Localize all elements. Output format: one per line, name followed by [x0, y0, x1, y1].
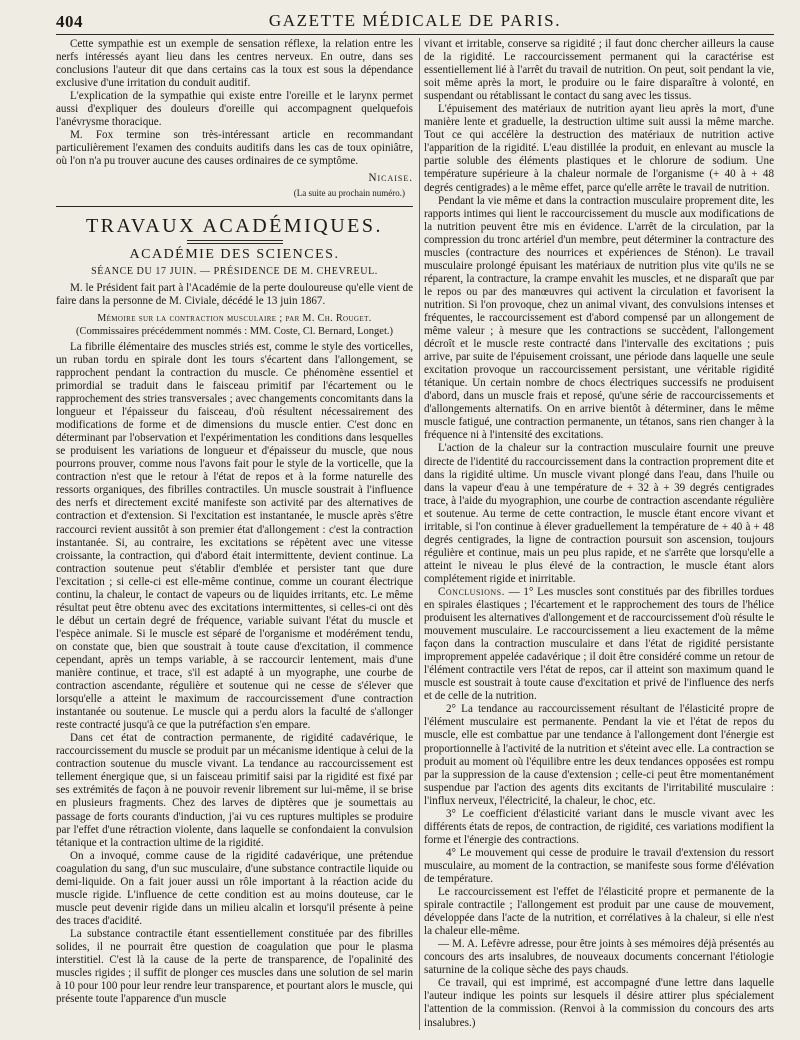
- academy-heading: ACADÉMIE DES SCIENCES.: [129, 246, 340, 262]
- commissioners-note: (Commissaires précédemment nommés : MM. Coste, Cl. Bernard, Longet.): [76, 325, 393, 337]
- article-columns: [56, 38, 774, 1030]
- left-column: [56, 38, 413, 1030]
- paragraph: Ce travail, qui est imprimé, est accompagné d'une lettre dans laquelle l'auteur indique les points sur lesquels il désire attirer plus spécialement l'attention de la commission. (Renvoi à la commission du concours des arts insalubres.): [424, 977, 774, 1029]
- conclusions-label: Conclusions.: [438, 585, 505, 598]
- paragraph: On a invoqué, comme cause de la rigidité cadavérique, une prétendue coagulation du sang, d'un suc musculaire, d'une substance contractile liquide ou demi-liquide. On a fait jouer aussi un rôle important à la réaction acide du muscle rigide. L'influence de cette condition est au moins douteuse, car le muscle peut devenir rigide dans un milieu alcalin et lorsqu'il présente à peine des traces d'acidité.: [56, 849, 413, 927]
- paragraph: Dans cet état de contraction permanente, de rigidité cadavérique, le raccourcissement du muscle se produit par un mécanisme identique à celui de la contraction soutenue du muscle vivant. La tendance au raccourcissement est tellement énergique que, si un faisceau primitif saisi par la rigidité est fixé par ses extrémités de façon à ne pouvoir revenir librement sur lui-même, il se brise en plusieurs fragments. Chez des larves de diptères que je soumettais au passage de forts courants d'induction, j'ai vu ces ruptures multiples se produire par l'effet d'une rétraction violente, dans laquelle se confondaient la convulsion tétanique et la contraction ultime de la rigidité.: [56, 732, 413, 849]
- memoir-title: Mémoire sur la contraction musculaire ; par M. Ch. Rouget.: [97, 312, 372, 324]
- right-column: [424, 38, 774, 1030]
- paragraph: Le raccourcissement est l'effet de l'élasticité propre et permanente de la spirale contractile ; l'allongement est produit par une cause de mouvement, développée dans l'acte de la nutrition, et corrélatives à la chaleur, si elle n'est la chaleur elle-même.: [424, 886, 774, 938]
- section-divider: [56, 206, 413, 207]
- conclusion-1: — 1° Les muscles sont constitués par des fibrilles tordues en spirales élastiques ; l'écartement et le rapprochement des tours de l'hélice produisent les alternatives d'allongement et de raccourcissement d'où résulte le mouvement musculaire. Le raccourcissement a lieu exactement de la même façon dans la contraction musculaire et dans l'état de rigidité persistante improprement appelée cadavérique ; il doit être considéré comme un retour de l'élément contractile vers l'état de repos, car il atteint son maximum quand le muscle est soustrait à toute cause d'excitation et privé de l'influence des nerfs et de celle de la nutrition.: [424, 585, 774, 703]
- page-header: [56, 8, 774, 35]
- paragraph: M. le Président fait part à l'Académie de la perte douloureuse qu'elle vient de faire dans la personne de M. Civiale, décédé le 13 juin 1867.: [56, 281, 413, 307]
- paragraph: La substance contractile étant essentiellement constituée par des fibrilles solides, il ne pourrait être question de coagulation que pour le plasma interstitiel. C'est là la cause de la perte de transparence, de l'opalinité des muscles rigides ; il suffit de plonger ces muscles dans une solution de sel marin à 10 pour 100 pour leur rendre leur transparence, et pourtant alors le muscle, qui présente toute l'apparence d'un muscle: [56, 927, 413, 1006]
- paragraph: Cette sympathie est un exemple de sensation réflexe, la relation entre les nerfs intéressés ayant lieu dans les centres nerveux. En outre, dans ses conclusions l'auteur dit que dans certains cas la toux est sous la dépendance exclusive d'une irritation du conduit auditif.: [56, 38, 413, 90]
- column-rule: [419, 38, 420, 1030]
- conclusion-3: 3° Le coefficient d'élasticité variant dans le muscle vivant avec les différents états de repos, de contraction, de rigidité, ces variations modifient la forme et l'énergie des contractions.: [424, 807, 774, 846]
- conclusions-paragraph: [424, 586, 774, 703]
- running-head: GAZETTE MÉDICALE DE PARIS.: [268, 11, 562, 30]
- session-heading: SÉANCE DU 17 JUIN. — PRÉSIDENCE DE M. CHEVREUL.: [91, 265, 378, 277]
- title-underline: [187, 240, 283, 244]
- paragraph: L'explication de la sympathie qui existe entre l'oreille et le larynx permet aussi d'expliquer des douleurs d'oreille qui accompagnent quelquefois l'anévrysme thoracique.: [56, 90, 413, 129]
- paragraph: vivant et irritable, conserve sa rigidité ; il faut donc chercher ailleurs la cause de la rigidité. Le raccourcissement permanent qui la caractérise est essentiellement lié à l'arrêt du travail de nutrition. On peut, soit pendant la vie, soit même après la mort, le produire ou le faire disparaître à volonté, en suspendant ou rétablissant le contact du sang avec les tissus.: [424, 38, 774, 103]
- paragraph: — M. A. Lefèvre adresse, pour être joints à ses mémoires déjà présentés au concours des arts insalubres, de nouveaux documents concernant l'étiologie saturnine de la colique sèche des pays chauds.: [424, 938, 774, 977]
- paragraph: L'action de la chaleur sur la contraction musculaire fournit une preuve directe de l'identité du raccourcissement dans la contraction proprement dite et dans la rigidité ultime. Un muscle vivant plongé dans l'eau, dans l'huile ou dans la vapeur d'eau à une température de + 32 à + 39 degrés centigrades trace, à l'aide du myographion, une courbe de contraction ascendante régulière et soutenue. Au terme de cette contraction, le muscle étant encore vivant et irritable, si l'on continue à élever graduellement la température de + 40 à + 48 degrés centigrades, la ligne de contraction poursuit son ascension, toujours régulière et continue, mais un peu plus rapide, et ne s'arrête que lorsqu'elle a atteint le niveau le plus élevé de la contraction, le muscle étant alors complétement rigide et inirritable.: [424, 442, 774, 585]
- conclusion-4: 4° Le mouvement qui cesse de produire le travail d'extension du ressort musculaire, au moment de la contraction, se manifeste sous forme d'élévation de température.: [424, 846, 774, 885]
- page-number: 404: [56, 12, 83, 31]
- conclusion-2: 2° La tendance au raccourcissement résultant de l'élasticité propre de l'élément musculaire est permanente. Pendant la vie et l'état de repos du muscle, elle est combattue par une tendance à l'allongement dont l'énergie est proportionnelle à l'activité de la nutrition et s'éteint avec elle. La contraction se produit au moment où l'équilibre entre les deux tendances opposées est rompu par la suppression de la cause d'extension ; celle-ci peut être momentanément suspendue par l'action des agents dits excitants de l'irritabilité musculaire : l'influx nerveux, l'électricité, la chaleur, le choc, etc.: [424, 703, 774, 807]
- paragraph: Pendant la vie même et dans la contraction musculaire proprement dite, les rapports intimes qui lient le raccourcissement du muscle aux modifications de la nutrition peuvent être mis en évidence. L'arrêt de la circulation, par la compression du tronc artériel d'un membre, peut déterminer la contracture des muscles (contracture des nourrices et expériences de Sténon). Le travail musculaire prolongé épuisant les matériaux de nutrition plus vite qu'ils ne se réparent, la contracture, la crampe envahit les muscles, et ne disparaît que par le repos ou par des manœuvres qui activent la circulation et favorisent la nutrition. Si l'on provoque, chez un animal vivant, des convulsions intenses et fréquentes, le raccourcissement est d'abord compensé par un allongement de même valeur ; à mesure que les contractions se succèdent, l'allongement décroît et le muscle reste contracté dans l'intervalle des excitations ; puis arrive, par suite de l'épuisement croissant, une période dans laquelle une seule excitation provoque un raccourcissement persistant, une véritable rigidité tétanique. Un certain nombre de chocs électriques successifs ne produisent d'abord, dans un muscle frais et reposé, qu'une série de raccourcissements et d'allongements alternatifs. On en arrive bientôt à déterminer, dans le même muscle fatigué, une contraction permanente, un tétanos, sans rien changer à la fréquence ni à l'intensité des excitations.: [424, 194, 774, 442]
- paragraph: L'épuisement des matériaux de nutrition ayant lieu après la mort, d'une manière lente et graduelle, la destruction ultime suit aussi la même marche. Tout ce qui accélère la destruction des matériaux de nutrition active l'apparition de la rigidité. L'eau distillée la produit, en enlevant au muscle la partie soluble des éléments plastiques et le chlorure de sodium. Une température supérieure à la chaleur normale de l'organisme (+ 40 à + 48 degrés centigrades) a le même effet, parce qu'elle arrête le travail de nutrition.: [424, 103, 774, 194]
- section-title: TRAVAUX ACADÉMIQUES.: [85, 214, 384, 237]
- paragraph: La fibrille élémentaire des muscles striés est, comme le style des vorticelles, un ruban tordu en spirale dont les tours s'écartent dans l'allongement, se rapprochent pendant la contraction du muscle. Ce phénomène essentiel et primordial se traduit dans le faisceau primitif par l'écartement ou le rapprochement des stries transversales ; avec changements concomitants dans la longueur et l'épaisseur du faisceau, d'où résultent nécessairement des modifications de forme et de dimensions du muscle entier. C'est donc en déterminant par l'observation et l'expérimentation les conditions dans lesquelles se produisent les variations de longueur et d'épaisseur du muscle, que nous pourrons prouver, comme nous l'avons fait pour le style de la vorticelle, que la contraction n'est que le retour à l'état de repos et à la forme naturelle des ressorts organiques, des fibrilles contractiles. Un muscle soustrait à l'influence des nerfs et directement excité manifeste son activité par des alternatives de contraction et d'extension. Si l'excitation est instantanée, le muscle après s'être raccourci revient aussitôt à son premier état d'allongement : c'est la contraction instantanée. Si, au contraire, les excitations se répètent avec une vitesse croissante, la contraction, qui d'abord était intermittente, devient continue. La contraction soutenue peut s'établir d'emblée et persister tant que dure l'excitation ; si celle-ci est elle-même continue, comme un courant électrique continu, la chaleur, le contact de vapeurs ou de liquides irritants, etc. Le même résultat peut être obtenu avec des excitations intermittentes, si celles-ci ont dès le début un certain degré de fréquence, variable suivant l'état du muscle et l'espèce animale. Si le muscle est séparé de l'organisme et modérément tendu, on constate que, bien que soustrait à toute cause d'excitation, il commence cependant, après un temps variable, à se raccourcir lentement, mais d'une manière continue, et trace, s'il est adapté à un myographe, une courbe de contraction ascendante, régulière et soutenue qui ne cesse de s'élever que lorsqu'elle a atteint le maximum de raccourcissement d'une contraction instantanée ou soutenue. Le muscle qui a perdu alors la faculté de s'allonger reste contracté jusqu'à ce que la putréfaction s'en empare.: [56, 340, 413, 732]
- author-signature: Nicaise.: [368, 172, 413, 185]
- continued-note: (La suite au prochain numéro.): [293, 187, 405, 198]
- paragraph: M. Fox termine son très-intéressant article en recommandant particulièrement l'examen des conduits auditifs dans les cas de toux opiniâtre, où l'on n'a pu trouver aucune des causes ordinaires de ce symptôme.: [56, 129, 413, 168]
